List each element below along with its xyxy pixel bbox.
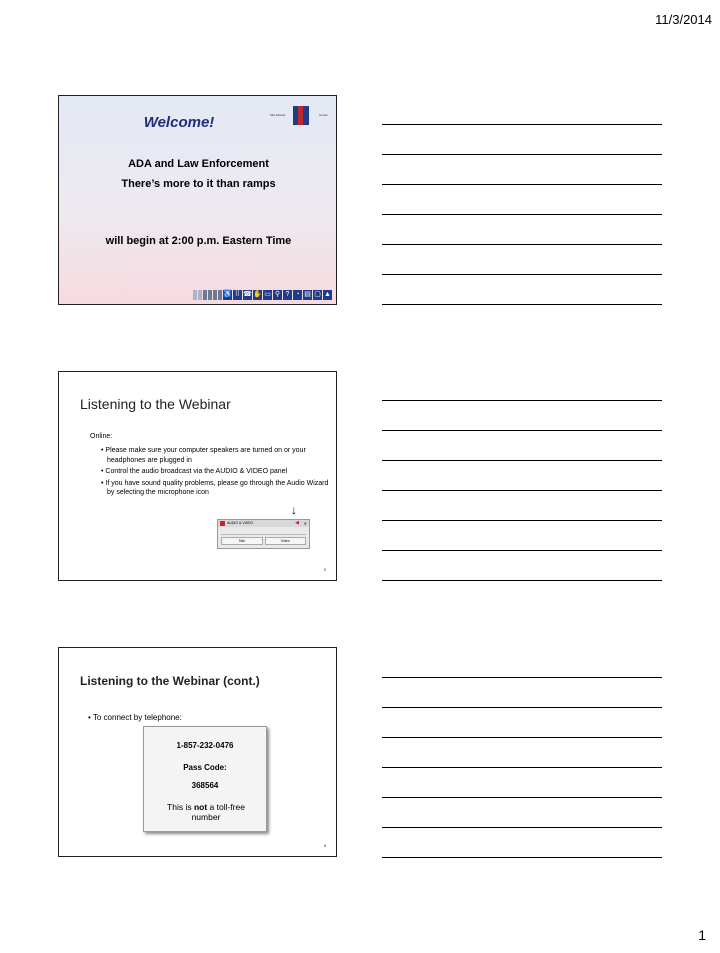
panel-header-label: AUDIO & VIDEO [227,521,254,525]
note-line [382,707,662,708]
sign-language-icon: ✋ [253,291,262,298]
talk-button: Talk [221,537,263,545]
note-line [382,460,662,461]
microphone-icon: ◀ [295,520,299,526]
strip-bar [193,290,197,300]
note-line [382,677,662,678]
video-button: Video [265,537,307,545]
page-number: 1 [698,927,706,943]
pass-code: 368564 [191,781,219,790]
note-line [382,154,662,155]
closed-caption-icon: ▤ [304,291,311,298]
document-icon: ▢ [314,291,321,298]
walking-icon: ⚲ [274,291,281,298]
slide-number: 3 [323,843,326,848]
note-line [382,857,662,858]
strip-bar [213,290,217,300]
webinar-subtitle: There’s more to it than ramps [121,178,276,190]
note-line [382,520,662,521]
panel-buttons [218,536,309,546]
note-line [382,430,662,431]
accessibility-icon-strip [193,290,332,300]
note-line [382,580,662,581]
note-line [382,244,662,245]
volume-slider [221,528,306,535]
telephone-bullet: • To connect by telephone: [88,713,182,722]
toll-note [158,802,254,822]
call-in-box [143,726,267,832]
note-line [382,214,662,215]
ada-center-logo [270,106,328,128]
instruction-list [101,446,333,500]
note-line [382,124,662,125]
slide-number: 2 [323,567,326,572]
note-line [382,490,662,491]
audio-video-panel [217,519,310,549]
building-icon: ▲ [324,291,331,298]
slide-2-thumbnail [58,371,337,581]
note-line [382,274,662,275]
note-line [382,184,662,185]
logo-mark-icon [293,106,309,125]
logo-text-left: Mid-Atlantic [270,113,286,117]
print-date: 11/3/2014 [655,12,712,27]
strip-bar [218,290,222,300]
slide-title: Listening to the Webinar [80,396,231,412]
toll-note-emphasis: not [193,802,208,812]
note-line [382,304,662,305]
welcome-title: Welcome! [143,114,215,131]
note-line [382,550,662,551]
slide-title: Listening to the Webinar (cont.) [80,674,260,688]
note-line [382,400,662,401]
slide-1-thumbnail [58,95,337,305]
slide-3-thumbnail [58,647,337,857]
note-line [382,797,662,798]
webinar-title: ADA and Law Enforcement [128,158,269,170]
note-line [382,767,662,768]
list-item: • If you have sound quality problems, please go through the Audio Wizard by selecting the microphone icon [101,479,329,496]
question-icon: ? [283,290,292,300]
panel-header [218,520,309,527]
note-line [382,737,662,738]
wheelchair-icon: ♿ [223,291,232,298]
down-arrow-icon: ↓ [291,503,297,517]
toll-note-end: a toll-free number [191,802,245,822]
start-time: will begin at 2:00 p.m. Eastern Time [105,235,292,247]
braille-icon: ⠿ [234,291,241,298]
list-item: • Control the audio broadcast via the AUDIO & VIDEO panel [101,468,288,475]
pass-code-label: Pass Code: [183,763,227,772]
close-icon: ✕ [303,521,307,526]
phone-icon: ☎ [243,291,252,298]
online-label: Online: [90,433,113,440]
logo-text-right: Center [318,113,328,117]
phone-number: 1-857-232-0476 [176,741,234,750]
note-line [382,827,662,828]
strip-bar [198,290,202,300]
list-item: • Please make sure your computer speakers are turned on or your headphones are plugged in [101,447,306,464]
ear-icon: ◔ [293,290,302,300]
strip-bar [208,290,212,300]
tty-icon: ▭ [264,291,271,298]
toll-note-start: This is [167,802,194,812]
strip-bar [203,290,207,300]
